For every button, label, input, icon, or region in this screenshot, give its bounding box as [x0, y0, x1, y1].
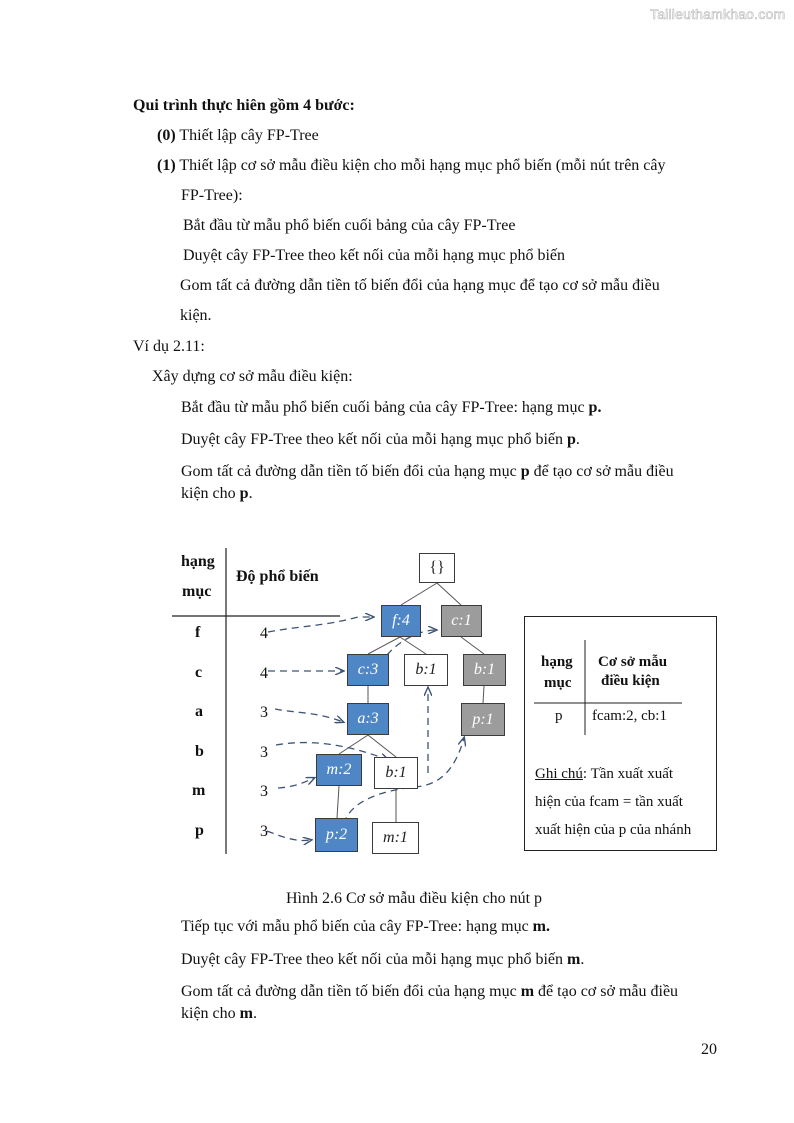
- row-support-p: 3: [260, 823, 268, 840]
- row-support-m: 3: [260, 783, 268, 800]
- continue-line-3-end: để tạo cơ sở mẫu điều: [534, 983, 679, 1000]
- continue-line-2-end: .: [580, 951, 585, 968]
- substep-3-cont: kiện.: [180, 307, 212, 324]
- cond-row-item: p: [555, 708, 563, 724]
- example-line-4-bold: p: [239, 485, 249, 502]
- row-support-a: 3: [260, 704, 268, 721]
- continue-line-2: [181, 950, 584, 970]
- step-0-num: (0): [157, 127, 176, 144]
- header-item-label-1: hạng: [181, 553, 215, 570]
- step-0-text: Thiết lập cây FP-Tree: [179, 127, 319, 144]
- tree-node-p2: p:2: [315, 818, 358, 852]
- figure-caption: Hình 2.6 Cơ sở mẫu điều kiện cho nút p: [286, 890, 543, 907]
- continue-line-4-end: .: [252, 1005, 257, 1022]
- example-line-2-end: .: [575, 431, 580, 448]
- watermark: Tailieuthamkhao.com: [650, 6, 786, 22]
- continue-line-3-bold: m: [520, 983, 535, 1000]
- tree-node-m1: m:1: [372, 822, 419, 854]
- cond-col2-label-1: Cơ sở mẫu: [598, 654, 668, 670]
- cond-row-base: fcam:2, cb:1: [592, 708, 667, 724]
- example-line-3-end: để tạo cơ sở mẫu điều: [529, 463, 674, 480]
- substep-3: Gom tất cả đường dẫn tiền tố biến đổi của hạng mục để tạo cơ sở mẫu điều: [180, 277, 660, 294]
- row-item-p: p: [195, 822, 204, 839]
- figure-note-line-1: [535, 760, 707, 788]
- example-line-4-end: .: [248, 485, 253, 502]
- continue-line-3: [181, 982, 678, 1002]
- row-item-c: c: [195, 664, 203, 681]
- tree-node-b1-lower: b:1: [374, 757, 418, 789]
- example-label: Ví dụ 2.11:: [133, 338, 205, 355]
- figure-note-line-3: xuất hiện của p của nhánh: [535, 822, 692, 838]
- tree-node-p1: p:1: [461, 703, 505, 736]
- substep-2: Duyệt cây FP-Tree theo kết nối của mỗi hạng mục phổ biến: [183, 247, 565, 264]
- step-1-num: (1): [157, 157, 176, 174]
- header-item-label-2: mục: [182, 583, 212, 600]
- row-support-b: 3: [260, 744, 268, 761]
- continue-line-2-text: Duyệt cây FP-Tree theo kết nối của mỗi hạng mục phổ biến: [181, 951, 567, 968]
- tree-node-c1: c:1: [441, 605, 482, 637]
- figure-note-line-2: hiện của fcam = tần xuất: [535, 794, 683, 810]
- tree-node-c3: c:3: [347, 654, 389, 686]
- figure-note-text-1: : Tần xuất xuất: [582, 766, 674, 782]
- figure-note-label: Ghi chú: [535, 766, 583, 782]
- continue-line-3-text: Gom tất cả đường dẫn tiền tố biến đổi của hạng mục: [181, 983, 521, 1000]
- substep-1: Bắt đầu từ mẫu phổ biến cuối bảng của cây FP-Tree: [183, 217, 516, 234]
- continue-line-1-text: Tiếp tục với mẫu phổ biến của cây FP-Tree: hạng mục: [181, 918, 533, 935]
- step-1-text: Thiết lập cơ sở mẫu điều kiện cho mỗi hạng mục phổ biến (mỗi nút trên cây: [179, 157, 666, 174]
- continue-line-4-text: kiện cho: [181, 1005, 240, 1022]
- example-line-2-text: Duyệt cây FP-Tree theo kết nối của mỗi hạng mục phổ biến: [181, 431, 567, 448]
- row-item-b: b: [195, 743, 204, 760]
- continue-line-2-bold: m: [567, 951, 581, 968]
- continue-line-1-bold: m.: [532, 918, 550, 935]
- cond-col2-label-2: điều kiện: [601, 673, 660, 689]
- tree-node-root: {}: [419, 553, 455, 583]
- cond-col1-label-1: hạng: [541, 654, 573, 670]
- row-item-a: a: [195, 703, 203, 720]
- cond-col1-label-2: mục: [544, 675, 572, 691]
- example-line-3-bold: p: [520, 463, 530, 480]
- tree-node-b1-left: b:1: [404, 654, 448, 686]
- tree-node-m2: m:2: [316, 754, 362, 786]
- header-support-label: Độ phổ biến: [236, 568, 319, 585]
- example-line-1-bold: p.: [588, 399, 602, 416]
- example-line-2-bold: p: [567, 431, 576, 448]
- example-line-4-text: kiện cho: [181, 485, 240, 502]
- page-number: 20: [701, 1041, 717, 1058]
- row-item-f: f: [195, 624, 201, 641]
- heading-text: Qui trình thực hiên gồm 4 bước:: [133, 97, 355, 114]
- tree-node-a3: a:3: [347, 703, 389, 735]
- step-1-cont: FP-Tree):: [181, 187, 243, 204]
- continue-line-4: [181, 1004, 257, 1024]
- example-line-1-text: Bắt đầu từ mẫu phổ biến cuối bảng của cây FP-Tree: hạng mục: [181, 399, 589, 416]
- example-line-3-text: Gom tất cả đường dẫn tiền tố biến đổi của hạng mục: [181, 463, 521, 480]
- continue-line-1: [181, 917, 550, 937]
- continue-line-4-bold: m: [239, 1005, 253, 1022]
- tree-node-b1-right: b:1: [463, 654, 506, 686]
- row-item-m: m: [192, 782, 206, 799]
- row-support-c: 4: [260, 665, 268, 682]
- example-intro: Xây dựng cơ sở mẫu điều kiện:: [152, 368, 353, 385]
- row-support-f: 4: [260, 625, 268, 642]
- tree-node-f4: f:4: [381, 605, 421, 637]
